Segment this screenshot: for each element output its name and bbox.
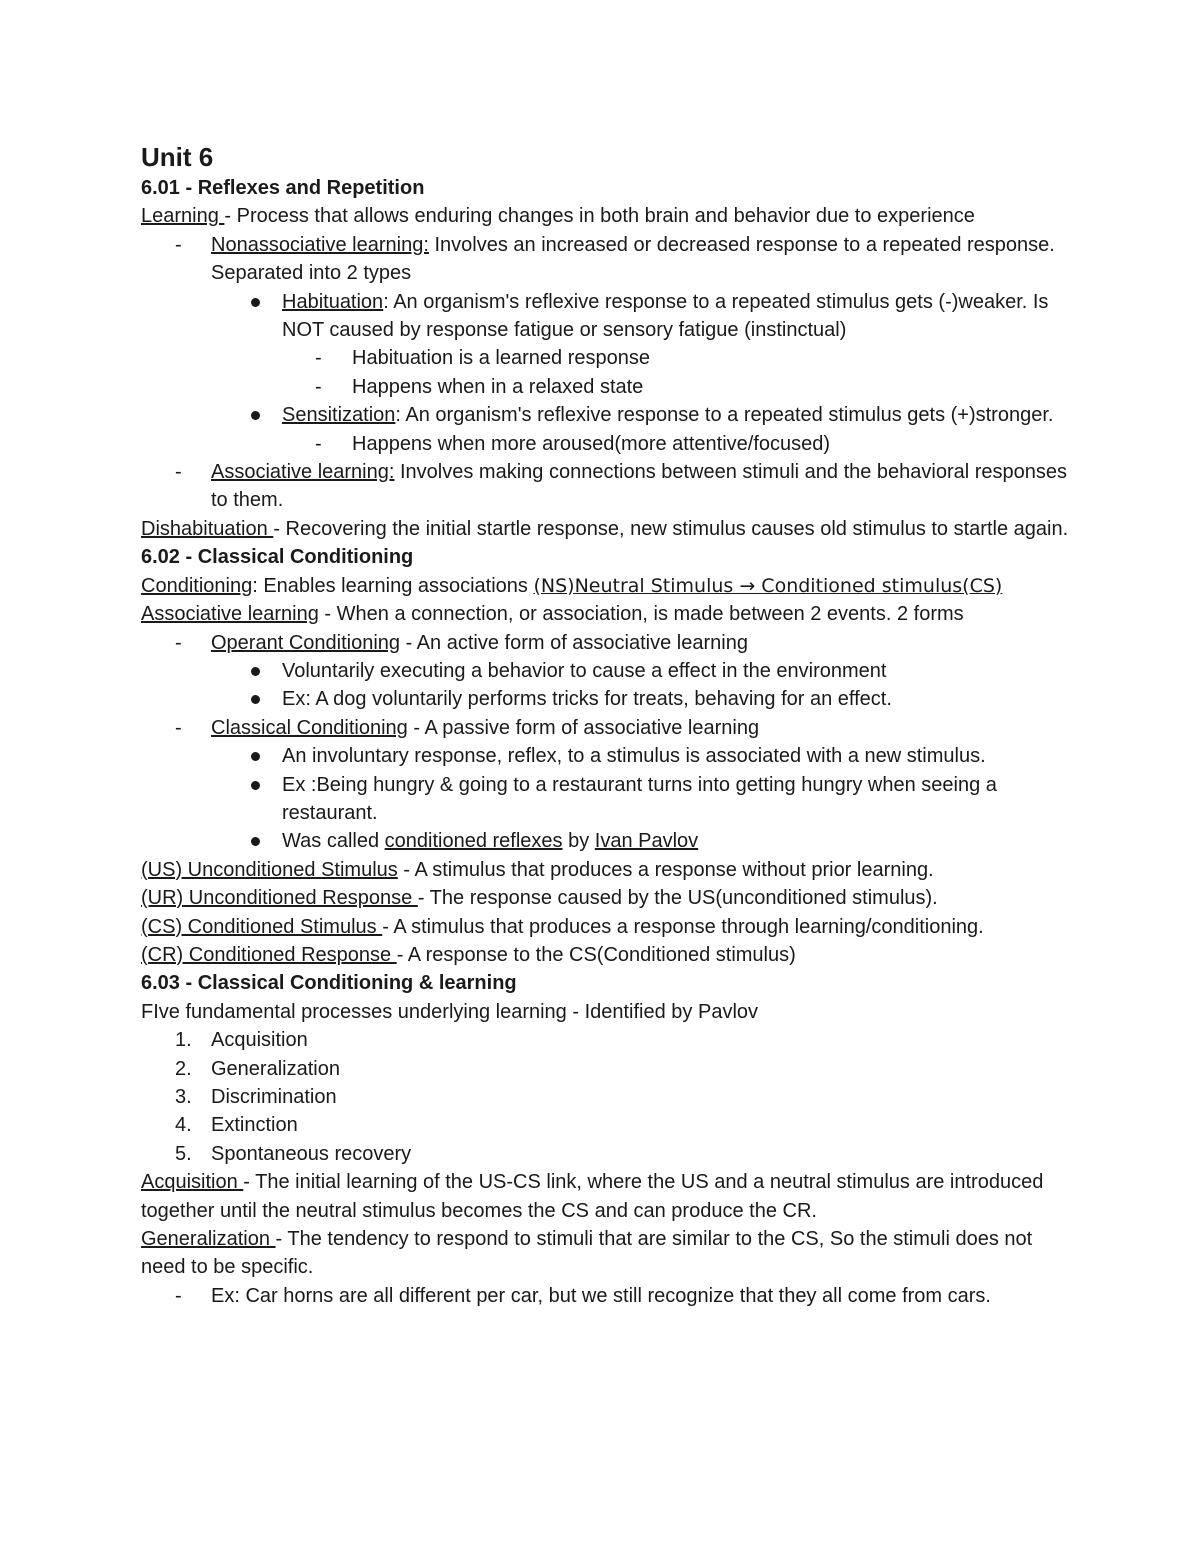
list-item: Voluntarily executing a behavior to cause a effect in the environment bbox=[141, 657, 1081, 685]
list-number: 3. bbox=[175, 1086, 192, 1108]
list-item: - Happens when in a relaxed state bbox=[141, 373, 1081, 401]
list-number: 1. bbox=[175, 1029, 192, 1052]
term-conditioning: Conditioning bbox=[141, 574, 253, 597]
definition-cs: (CS) Conditioned Stimulus - A stimulus that produces a response through learning/conditioning. bbox=[141, 915, 984, 938]
section-intro: FIve fundamental processes underlying learning - Identified by Pavlov bbox=[141, 1000, 759, 1023]
term-associative-learning: Associative learning bbox=[141, 603, 319, 626]
dash-marker: - bbox=[175, 716, 182, 739]
list-item-generalization-example: - Ex: Car horns are all different per car, but we still recognize that they all come from cars. bbox=[141, 1282, 1081, 1310]
term-classical: Classical Conditioning bbox=[211, 716, 408, 739]
list-item-sensitization: Sensitization: An organism's reflexive response to a repeated stimulus gets (+)stronger. bbox=[141, 401, 1081, 429]
section-heading-6-03: 6.03 - Classical Conditioning & learning bbox=[141, 972, 517, 995]
document-page bbox=[141, 140, 1081, 1310]
bullet-icon bbox=[251, 827, 281, 855]
term-generalization: Generalization bbox=[141, 1228, 276, 1251]
list-item-classical: - Classical Conditioning - A passive form of associative learning bbox=[141, 714, 1081, 742]
term-dishabituation: Dishabituation bbox=[141, 517, 274, 540]
term-sensitization: Sensitization bbox=[282, 404, 396, 427]
list-item-nonassociative: - Nonassociative learning: Involves an increased or decreased response to a repeated response. Separated into 2 types bbox=[141, 231, 1081, 288]
dash-marker: - bbox=[315, 375, 322, 398]
dishabituation-definition: Dishabituation - Recovering the initial startle response, new stimulus causes old stimulus to startle again. bbox=[141, 517, 1069, 540]
list-item: 5. Spontaneous recovery bbox=[141, 1140, 1081, 1168]
list-item: 3. Discrimination bbox=[141, 1083, 1081, 1111]
list-item-habituation: Habituation: An organism's reflexive response to a repeated stimulus gets (-)weaker. Is NOT caused by response fatigue or sensory fatigue (instinctual) bbox=[141, 288, 1081, 345]
dash-marker: - bbox=[315, 347, 322, 370]
dash-marker: - bbox=[175, 631, 182, 654]
list-item: An involuntary response, reflex, to a stimulus is associated with a new stimulus. bbox=[141, 742, 1081, 770]
bullet-icon bbox=[251, 401, 281, 429]
term-ivan-pavlov: Ivan Pavlov bbox=[594, 830, 699, 853]
list-item: 2. Generalization bbox=[141, 1055, 1081, 1083]
generalization-definition: Generalization - The tendency to respond to stimuli that are similar to the CS, So the stimuli does not need to be specific. bbox=[141, 1228, 1033, 1279]
learning-definition: Learning - Process that allows enduring changes in both brain and behavior due to experience bbox=[141, 205, 975, 228]
section-heading-6-02: 6.02 - Classical Conditioning bbox=[141, 546, 414, 569]
term-habituation: Habituation bbox=[282, 290, 384, 313]
list-number: 4. bbox=[175, 1114, 192, 1137]
dash-marker: - bbox=[175, 461, 182, 484]
conditioning-link-text: (NS)Neutral Stimulus → Conditioned stimulus(CS) bbox=[533, 574, 1003, 597]
list-item: 4. Extinction bbox=[141, 1111, 1081, 1139]
definition-cr: (CR) Conditioned Response - A response to the CS(Conditioned stimulus) bbox=[141, 943, 796, 966]
list-item: - Happens when more aroused(more attentive/focused) bbox=[141, 430, 1081, 458]
list-item-associative: - Associative learning: Involves making connections between stimuli and the behavioral responses to them. bbox=[141, 458, 1081, 515]
dash-marker: - bbox=[175, 233, 182, 256]
list-item: Ex: A dog voluntarily performs tricks for treats, behaving for an effect. bbox=[141, 685, 1081, 713]
bullet-icon bbox=[251, 288, 281, 316]
bullet-icon bbox=[251, 685, 281, 713]
bullet-icon bbox=[251, 771, 281, 799]
list-item-operant: - Operant Conditioning - An active form of associative learning bbox=[141, 629, 1081, 657]
conditioning-definition: Conditioning: Enables learning associations (NS)Neutral Stimulus → Conditioned stimulus(CS) bbox=[141, 574, 1003, 597]
page-title: Unit 6 bbox=[141, 142, 214, 172]
term-operant: Operant Conditioning bbox=[211, 631, 401, 654]
bullet-icon bbox=[251, 657, 281, 685]
acquisition-definition: Acquisition - The initial learning of the US-CS link, where the US and a neutral stimulus are introduced together until the neutral stimulus becomes the CS and can produce the CR. bbox=[141, 1171, 1044, 1222]
associative-learning-definition: Associative learning - When a connection, or association, is made between 2 events. 2 forms bbox=[141, 603, 964, 626]
list-item: 1. Acquisition bbox=[141, 1026, 1081, 1054]
term-learning: Learning bbox=[141, 205, 225, 228]
list-number: 2. bbox=[175, 1057, 192, 1080]
dash-marker: - bbox=[315, 432, 322, 455]
list-item-pavlov: Was called conditioned reflexes by Ivan Pavlov bbox=[141, 827, 1081, 855]
list-item: Ex :Being hungry & going to a restaurant turns into getting hungry when seeing a restaurant. bbox=[141, 771, 1081, 828]
section-heading-6-01: 6.01 - Reflexes and Repetition bbox=[141, 177, 425, 199]
term-conditioned-reflexes: conditioned reflexes bbox=[384, 830, 563, 853]
bullet-icon bbox=[251, 742, 281, 770]
list-number: 5. bbox=[175, 1142, 192, 1165]
dash-marker: - bbox=[175, 1284, 182, 1307]
term-associative: Associative learning: bbox=[211, 461, 395, 484]
definition-ur: (UR) Unconditioned Response - The response caused by the US(unconditioned stimulus). bbox=[141, 887, 938, 910]
term-acquisition: Acquisition bbox=[141, 1171, 244, 1194]
term-nonassociative: Nonassociative learning: bbox=[211, 233, 429, 256]
list-item: - Habituation is a learned response bbox=[141, 344, 1081, 372]
definition-us: (US) Unconditioned Stimulus - A stimulus that produces a response without prior learning. bbox=[141, 858, 934, 881]
